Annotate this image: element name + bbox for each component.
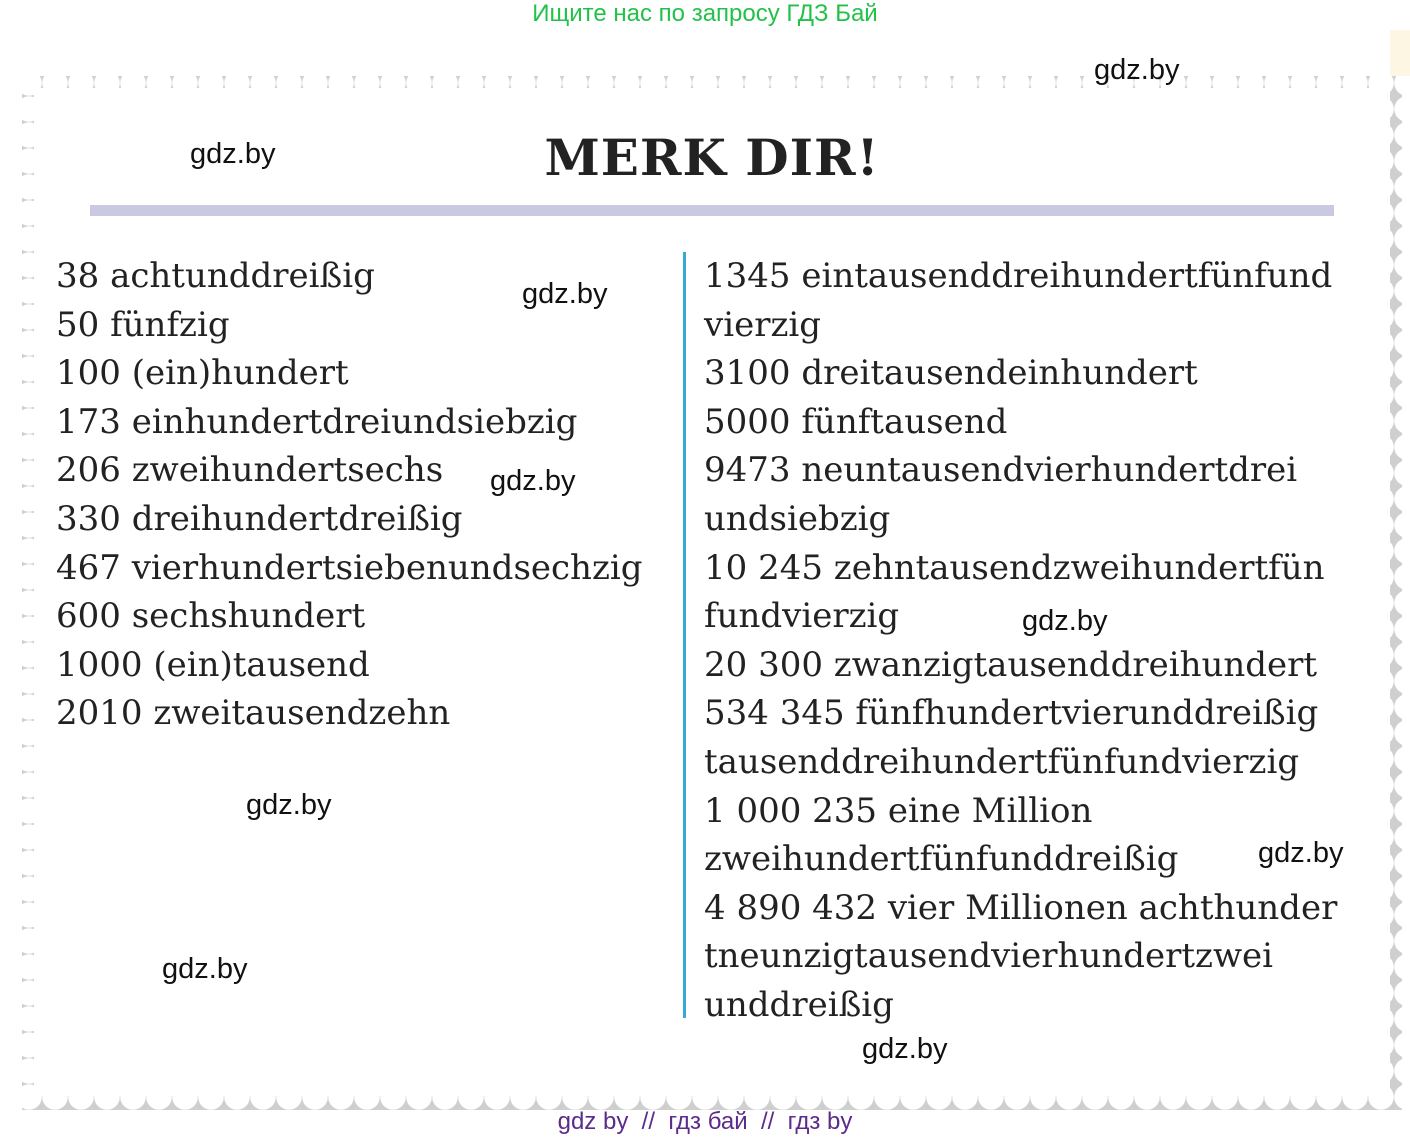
list-item: 1345 eintausenddreihundertfünfund: [704, 256, 1333, 296]
watermark: gdz.by: [1094, 54, 1180, 86]
list-item: 38 achtunddreißig: [56, 256, 375, 296]
list-item: 330 dreihundertdreißig: [56, 498, 463, 539]
list-item: 50 fünfzig: [56, 304, 230, 345]
bottom-banner: [0, 1108, 1410, 1136]
list-item: 534 345 fünfhundertvierunddreißig: [704, 693, 1319, 734]
list-item: 100 (ein)hundert: [56, 353, 349, 394]
list-item: 600 sechshundert: [56, 596, 366, 637]
list-item: tneunzigtausendvierhundertzwei: [704, 936, 1274, 977]
bottom-link-gdz-by[interactable]: gdz by: [557, 1108, 629, 1135]
page-title: MERK DIR!: [544, 128, 880, 187]
watermark: gdz.by: [1022, 605, 1108, 637]
list-item: fundvierzig: [704, 596, 900, 637]
list-item: 1 000 235 eine Million: [704, 790, 1093, 831]
list-item: 1000 (ein)tausend: [56, 644, 370, 685]
watermark: gdz.by: [490, 465, 576, 497]
title-underline: [90, 205, 1334, 216]
watermark: gdz.by: [862, 1033, 948, 1065]
right-number-list: [704, 252, 1337, 1030]
list-item: 9473 neuntausendvierhundertdrei: [704, 450, 1298, 491]
watermark: gdz.by: [162, 953, 248, 985]
separator: //: [628, 1108, 669, 1135]
watermark: gdz.by: [246, 789, 332, 821]
list-item: tausenddreihundertfünfundvierzig: [704, 741, 1300, 782]
watermark: gdz.by: [1258, 837, 1344, 869]
list-item: unddreißig: [704, 984, 894, 1025]
corner-tint: [1390, 30, 1410, 76]
list-item: 467 vierhundertsiebenundsechzig: [56, 547, 643, 588]
list-item: 206 zweihundertsechs: [56, 450, 444, 491]
separator: //: [747, 1108, 788, 1135]
watermark: gdz.by: [190, 138, 276, 170]
list-item: 5000 fünftausend: [704, 401, 1008, 442]
list-item: vierzig: [704, 304, 822, 345]
list-item: 173 einhundertdreiundsiebzig: [56, 401, 578, 442]
list-item: 20 300 zwanzigtausenddreihundert: [704, 644, 1318, 685]
top-banner: Ищите нас по запросу ГДЗ Бай: [532, 0, 878, 27]
list-item: 10 245 zehntausendzweihundertfün: [704, 547, 1325, 588]
list-item: zweihundertfünfunddreißig: [704, 839, 1179, 880]
list-item: 2010 zweitausendzehn: [56, 693, 451, 734]
watermark: gdz.by: [522, 278, 608, 310]
list-item: 3100 dreitausendeinhundert: [704, 353, 1198, 394]
bottom-link-gdz-bai[interactable]: гдз бай: [668, 1108, 748, 1135]
bottom-link-gdz-by-cyr[interactable]: гдз by: [787, 1108, 853, 1135]
list-item: 4 890 432 vier Millionen achthunder: [704, 887, 1338, 928]
list-item: undsiebzig: [704, 498, 891, 539]
column-divider: [683, 252, 686, 1018]
